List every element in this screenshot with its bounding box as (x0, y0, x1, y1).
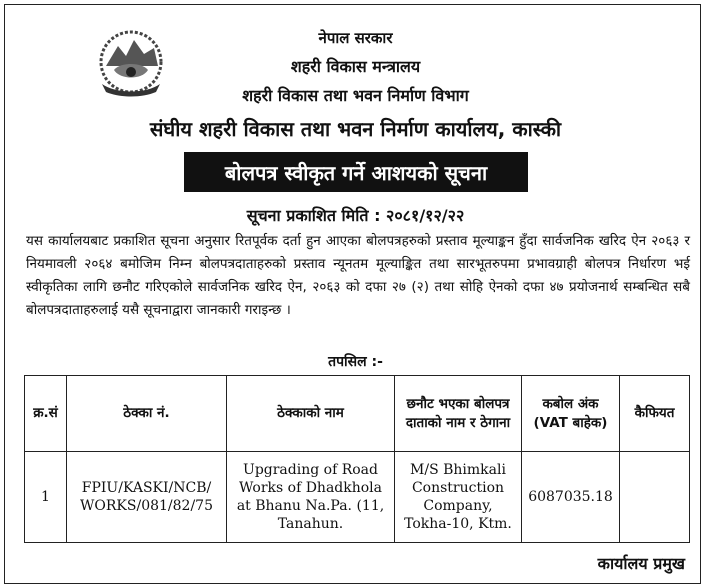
cell-contract-no: FPIU/KASKI/NCB/ WORKS/081/82/75 (67, 452, 227, 543)
table-row (25, 452, 690, 543)
header-contract-no: ठेक्का नं. (67, 376, 227, 452)
header-amount: कबोल अंक (VAT बाहेक) (522, 376, 620, 452)
department-name: शहरी विकास तथा भवन निर्माण विभाग (242, 86, 469, 105)
header-sn: क्र.सं (25, 376, 67, 452)
notice-title-banner: बोलपत्र स्वीकृत गर्ने आशयको सूचना (184, 152, 528, 192)
cell-sn: 1 (25, 452, 67, 543)
office-name: संघीय शहरी विकास तथा भवन निर्माण कार्यालय, कास्की (149, 117, 562, 141)
tapsil-label: तपसिल :- (328, 354, 383, 370)
govt-name: नेपाल सरकार (318, 29, 393, 47)
bid-table (24, 375, 690, 543)
cell-bidder: M/S Bhimkali Construction Company, Tokha-10, Ktm. (395, 452, 522, 543)
office-chief-signature: कार्यालय प्रमुख (597, 554, 685, 573)
header-remarks: कैफियत (620, 376, 690, 452)
cell-amount: 6087035.18 (522, 452, 620, 543)
header-bidder: छनौट भएका बोलपत्र दाताको नाम र ठेगाना (395, 376, 522, 452)
cell-contract-name: Upgrading of Road Works of Dhadkhola at Bhanu Na.Pa. (11, Tanahun. (227, 452, 395, 543)
publish-date: सूचना प्रकाशित मिति : २०८१/१२/२२ (246, 206, 465, 225)
notice-body: यस कार्यालयबाट प्रकाशित सूचना अनुसार रितपूर्वक दर्ता हुन आएका बोलपत्रहरुको प्रस्ताव मूल्याङ्कन हुँदा सार्वजनिक खरिद ऐन २०६३ र नियमावली २०६४ बमोजिम निम्न बोलपत्रदाताहरुको प्रस्ताव न्यूनतम मूल्याङ्कित तथा सारभूतरुपमा प्रभावग्राही बोलपत्र निर्धारण भई स्वीकृतिका लागि छनौट गरिएकोले सार्वजनिक खरिद ऐन, २०६३ को दफा २७ (२) तथा सोहि ऐनको दफा ४७ प्रयोजनार्थ सम्बन्धित सबै बोलपत्रदाताहरुलाई यसै सूचनाद्वारा जानकारी गराइन्छ । (26, 233, 690, 318)
cell-remarks (620, 452, 690, 543)
header-contract-name: ठेक्काको नाम (227, 376, 395, 452)
ministry-name: शहरी विकास मन्त्रालय (290, 57, 421, 76)
